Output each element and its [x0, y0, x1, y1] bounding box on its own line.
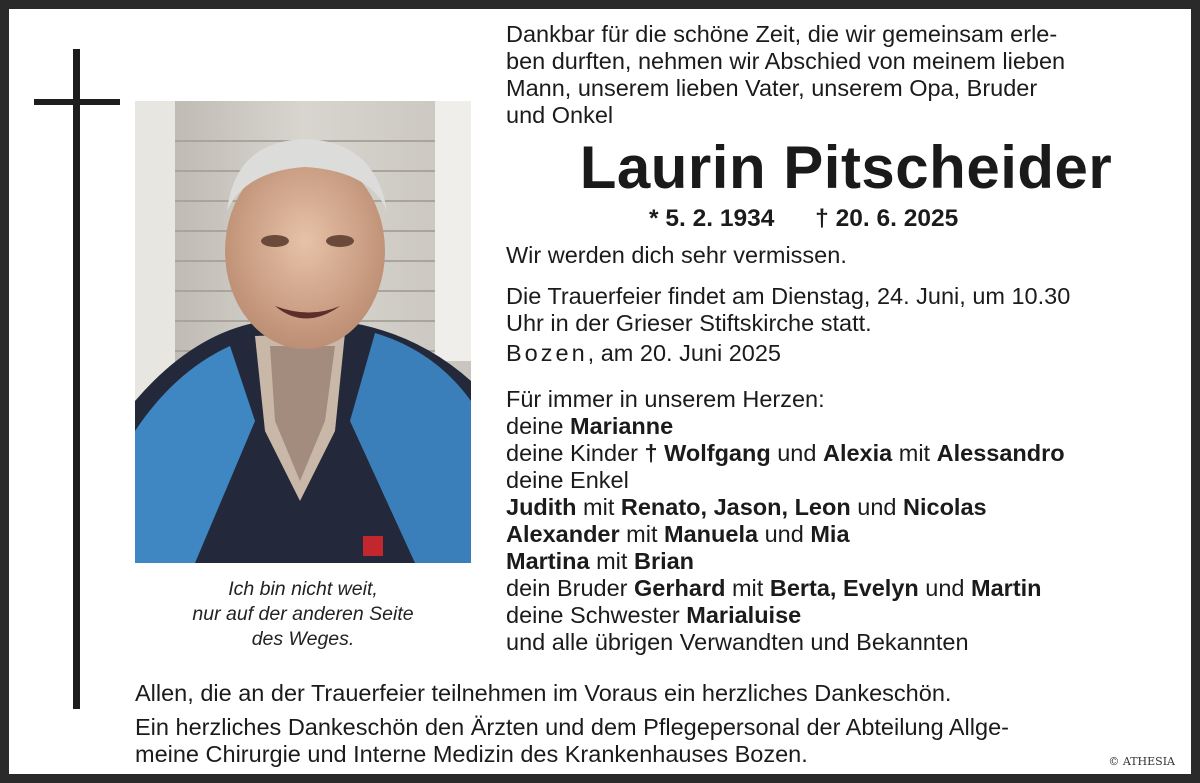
text: und: [850, 494, 903, 520]
mourner-name: Marianne: [570, 413, 674, 439]
life-dates: [649, 205, 958, 233]
text: und: [758, 521, 811, 547]
mourner-name: Alessandro: [936, 440, 1065, 466]
thanks-line: Allen, die an der Trauerfeier teilnehmen im Voraus ein herzliches Dankeschön.: [135, 680, 952, 706]
mourner-name: Mia: [810, 521, 850, 547]
list-item: [506, 413, 1186, 440]
birth-date: * 5. 2. 1934: [649, 205, 775, 232]
text: dein Bruder: [506, 575, 635, 601]
intro-line: Mann, unserem lieben Vater, unserem Opa, Bruder: [506, 75, 1038, 101]
mourners-list: [506, 386, 1186, 656]
text: mit: [576, 494, 621, 520]
list-item: [506, 440, 1186, 467]
list-item: [506, 521, 1186, 548]
cross-horizontal-bar: [34, 99, 120, 105]
caption-line: des Weges.: [251, 628, 355, 650]
thanks-doctors-line: meine Chirurgie und Interne Medizin des Krankenhauses Bozen.: [135, 741, 808, 767]
intro-text: [506, 21, 1186, 129]
cross-vertical-bar: [73, 49, 80, 709]
list-item: Für immer in unserem Herzen:: [506, 386, 825, 412]
mourner-name: † Wolfgang: [644, 440, 771, 466]
mourner-name: Berta, Evelyn: [769, 575, 919, 601]
mourner-name: Gerhard: [634, 575, 726, 601]
list-item: deine Enkel: [506, 467, 629, 493]
mourner-name: Alexia: [822, 440, 893, 466]
text: deine Schwester: [506, 602, 687, 628]
copyright-notice: © ATHESIA: [1108, 755, 1175, 768]
text: mit: [619, 521, 665, 547]
mourner-name: Renato, Jason, Leon: [620, 494, 851, 520]
text: und: [918, 575, 972, 601]
list-item: [506, 548, 1186, 575]
text: deine: [506, 413, 571, 439]
intro-line: und Onkel: [506, 102, 614, 128]
ceremony-line: Die Trauerfeier findet am Dienstag, 24. Juni, um 10.30: [506, 283, 1071, 309]
mourner-name: Alexander: [506, 521, 620, 547]
intro-line: Dankbar für die schöne Zeit, die wir gemeinsam erle-: [506, 21, 1058, 47]
death-date: † 20. 6. 2025: [815, 205, 959, 232]
deceased-name: Laurin Pitscheider: [579, 134, 1113, 201]
list-item: [506, 602, 1186, 629]
thanks-doctors: [135, 714, 1195, 768]
thanks-doctors-line: Ein herzliches Dankeschön den Ärzten und dem Pflegepersonal der Abteilung Allge-: [135, 714, 1009, 740]
list-item: [506, 575, 1186, 602]
miss-line: Wir werden dich sehr vermissen.: [506, 242, 847, 268]
place-city: Bozen: [506, 340, 588, 366]
portrait-photo: [135, 101, 471, 563]
mourner-name: Marialuise: [686, 602, 802, 628]
photo-caption: [135, 577, 471, 652]
caption-line: nur auf der anderen Seite: [192, 603, 414, 625]
text: und: [770, 440, 823, 466]
place-date: [506, 340, 1186, 367]
text: deine Kinder: [506, 440, 645, 466]
list-item: [506, 494, 1186, 521]
text: mit: [892, 440, 937, 466]
text: mit: [725, 575, 770, 601]
caption-line: Ich bin nicht weit,: [228, 578, 378, 600]
mourner-name: Brian: [633, 548, 695, 574]
mourner-name: Nicolas: [903, 494, 987, 520]
list-item: und alle übrigen Verwandten und Bekannten: [506, 629, 969, 655]
ceremony-line: Uhr in der Grieser Stiftskirche statt.: [506, 310, 872, 336]
text: mit: [589, 548, 634, 574]
mourner-name: Judith: [506, 494, 577, 520]
mourner-name: Martin: [971, 575, 1042, 601]
place-date-text: , am 20. Juni 2025: [587, 340, 781, 366]
mourner-name: Manuela: [664, 521, 759, 547]
mourner-name: Martina: [506, 548, 590, 574]
intro-line: ben durften, nehmen wir Abschied von meinem lieben: [506, 48, 1066, 74]
ceremony-info: [506, 283, 1186, 337]
